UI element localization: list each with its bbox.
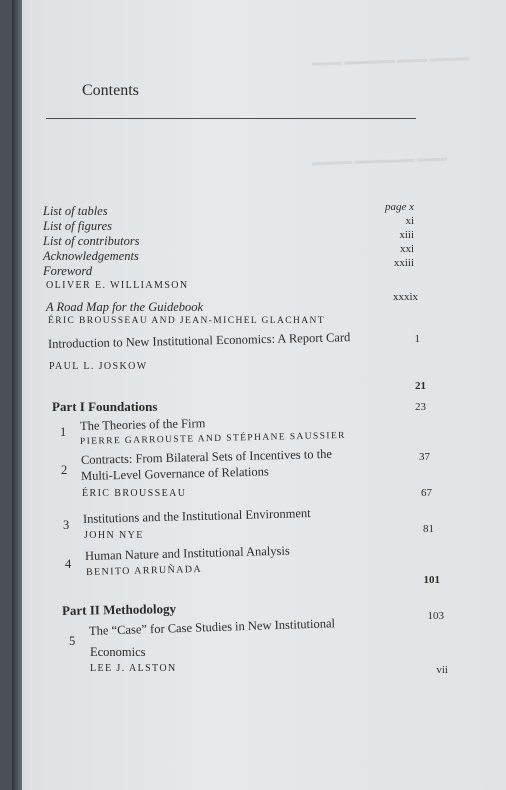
toc-page-number: 101 xyxy=(423,574,440,586)
toc-entry-title: Contracts: From Bilateral Sets of Incentives to the xyxy=(80,446,333,467)
toc-entry-title: Human Nature and Institutional Analysis xyxy=(84,543,290,563)
chapter-number: 3 xyxy=(63,518,70,532)
toc-entry-author: OLIVER E. WILLIAMSON xyxy=(46,280,189,291)
toc-entry-author: ÉRIC BROUSSEAU xyxy=(82,488,187,499)
show-through-text: ▬▬▬▬ ▬▬▬▬▬▬ ▬▬▬ xyxy=(311,152,448,169)
toc-entry-author: PAUL L. JOSKOW xyxy=(49,361,148,372)
toc-entry-title: List of tables xyxy=(43,204,108,218)
toc-entry-title: The “Case” for Case Studies in New Institutional xyxy=(88,616,336,638)
toc-page-number: 23 xyxy=(415,401,426,413)
toc-entry-title: Acknowledgements xyxy=(43,249,139,263)
toc-entry-title: List of contributors xyxy=(43,234,140,248)
part-heading: Part I Foundations xyxy=(52,399,158,414)
toc-entry-title: Foreword xyxy=(43,264,93,278)
toc-page-number: 103 xyxy=(427,610,444,622)
toc-entry-author: PIERRE GARROUSTE AND STÉPHANE SAUSSIER xyxy=(79,430,346,447)
toc-page-number: 81 xyxy=(423,523,434,535)
toc-page-number: xxxix xyxy=(392,291,418,303)
book-page xyxy=(12,0,506,790)
toc-page-number: xi xyxy=(405,215,414,227)
part-heading: Part II Methodology xyxy=(61,601,177,618)
toc-page-number: xxi xyxy=(399,243,414,255)
toc-entry-author: JOHN NYE xyxy=(84,530,144,541)
page-title: Contents xyxy=(82,82,139,99)
page-folio: vii xyxy=(436,664,448,676)
toc-entry-title-continued: Multi-Level Governance of Relations xyxy=(80,464,269,483)
chapter-number: 5 xyxy=(69,634,76,648)
heading-rule xyxy=(46,118,416,119)
toc-page-number: xiii xyxy=(399,229,414,241)
toc-entry-author: BENITO ARRUÑADA xyxy=(85,563,203,578)
toc-entry-title: A Road Map for the Guidebook xyxy=(46,300,204,314)
toc-page-number: 37 xyxy=(419,451,430,463)
chapter-number: 1 xyxy=(60,425,67,439)
toc-entry-author: LEE J. ALSTON xyxy=(90,663,177,674)
page-gutter-shadow xyxy=(12,0,22,790)
toc-page-number: 67 xyxy=(421,487,432,499)
toc-entry-author: ÉRIC BROUSSEAU AND JEAN-MICHEL GLACHANT xyxy=(48,316,325,326)
toc-entry-title: List of figures xyxy=(43,219,112,233)
toc-entry-title: Introduction to New Institutional Economics: A Report Card xyxy=(47,330,351,351)
chapter-number: 4 xyxy=(65,557,72,571)
toc-entry-title: The Theories of the Firm xyxy=(79,416,206,433)
toc-entry-title: Institutions and the Institutional Environment xyxy=(82,506,311,526)
toc-page-number: page x xyxy=(384,201,414,213)
toc-entry-title-continued: Economics xyxy=(90,645,146,659)
chapter-number: 2 xyxy=(61,463,68,477)
toc-page-number: 1 xyxy=(414,333,420,345)
show-through-text: ▬▬▬ ▬▬▬▬▬ ▬▬▬ ▬▬▬▬ xyxy=(311,52,470,69)
toc-page-number: xxiii xyxy=(393,257,414,269)
toc-page-number: 21 xyxy=(415,380,426,392)
